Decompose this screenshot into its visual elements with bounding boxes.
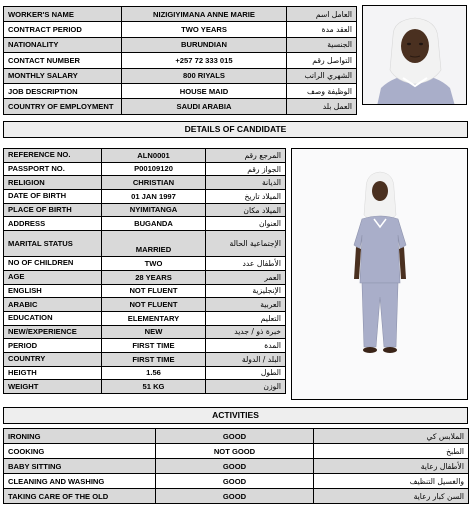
summary-value: TWO YEARS bbox=[122, 22, 287, 37]
details-row bbox=[4, 257, 286, 271]
summary-label: MONTHLY SALARY bbox=[4, 68, 122, 83]
activities-title: ACTIVITIES bbox=[3, 407, 468, 424]
summary-value: SAUDI ARABIA bbox=[122, 99, 287, 114]
summary-value: 800 RIYALS bbox=[122, 68, 287, 83]
details-value: FIRST TIME bbox=[102, 339, 206, 353]
details-label: WEIGHT bbox=[4, 380, 102, 394]
details-row bbox=[4, 380, 286, 394]
details-label-ar: خبرة ذو / جديد bbox=[206, 325, 286, 339]
details-label: HEIGTH bbox=[4, 366, 102, 380]
activity-value: GOOD bbox=[156, 429, 314, 444]
details-label: RELIGION bbox=[4, 176, 102, 190]
summary-label: CONTRACT PERIOD bbox=[4, 22, 122, 37]
activity-label: IRONING bbox=[4, 429, 156, 444]
details-label-ar: الأطفال عدد bbox=[206, 257, 286, 271]
details-label: NEW/EXPERIENCE bbox=[4, 325, 102, 339]
details-label: EDUCATION bbox=[4, 311, 102, 325]
activity-label: CLEANING AND WASHING bbox=[4, 474, 156, 489]
summary-row bbox=[4, 22, 357, 37]
details-label: ADDRESS bbox=[4, 217, 102, 231]
activity-label: COOKING bbox=[4, 444, 156, 459]
summary-row bbox=[4, 53, 357, 68]
details-value: MARRIED bbox=[102, 231, 206, 257]
summary-label-ar: الوظيفة وصف bbox=[287, 83, 357, 98]
activity-label-ar: الطبخ bbox=[314, 444, 469, 459]
details-label-ar: الإنجليزية bbox=[206, 284, 286, 298]
summary-row bbox=[4, 99, 357, 114]
details-value: NEW bbox=[102, 325, 206, 339]
summary-label: CONTACT NUMBER bbox=[4, 53, 122, 68]
summary-value: HOUSE MAID bbox=[122, 83, 287, 98]
details-label: COUNTRY bbox=[4, 352, 102, 366]
summary-label-ar: التواصل رقم bbox=[287, 53, 357, 68]
summary-label-ar: العمل بلد bbox=[287, 99, 357, 114]
activity-row bbox=[4, 474, 469, 489]
activity-value: GOOD bbox=[156, 459, 314, 474]
summary-row bbox=[4, 37, 357, 52]
summary-value: BURUNDIAN bbox=[122, 37, 287, 52]
details-row bbox=[4, 366, 286, 380]
details-label-ar: العربية bbox=[206, 298, 286, 312]
portrait-photo bbox=[362, 5, 467, 105]
details-label-ar: المدة bbox=[206, 339, 286, 353]
details-row bbox=[4, 270, 286, 284]
details-table bbox=[3, 148, 286, 394]
summary-value: +257 72 333 015 bbox=[122, 53, 287, 68]
details-label: PLACE OF BIRTH bbox=[4, 203, 102, 217]
activity-label: BABY SITTING bbox=[4, 459, 156, 474]
full-body-photo bbox=[291, 148, 468, 400]
activity-label-ar: الملابس كي bbox=[314, 429, 469, 444]
summary-value: NIZIGIYIMANA ANNE MARIE bbox=[122, 7, 287, 22]
details-label: PERIOD bbox=[4, 339, 102, 353]
activity-row bbox=[4, 489, 469, 504]
details-value: ELEMENTARY bbox=[102, 311, 206, 325]
details-label-ar: البلد / الدولة bbox=[206, 352, 286, 366]
details-row bbox=[4, 311, 286, 325]
summary-label: COUNTRY OF EMPLOYMENT bbox=[4, 99, 122, 114]
details-label: ARABIC bbox=[4, 298, 102, 312]
details-row bbox=[4, 217, 286, 231]
details-label-ar: الجواز رقم bbox=[206, 162, 286, 176]
details-value: 51 KG bbox=[102, 380, 206, 394]
details-label: REFERENCE NO. bbox=[4, 149, 102, 163]
details-label-ar: العمر bbox=[206, 270, 286, 284]
activity-value: NOT GOOD bbox=[156, 444, 314, 459]
details-row bbox=[4, 162, 286, 176]
summary-table bbox=[3, 6, 357, 115]
details-value: P00109120 bbox=[102, 162, 206, 176]
activity-value: GOOD bbox=[156, 489, 314, 504]
details-row bbox=[4, 203, 286, 217]
details-label-ar: الديانة bbox=[206, 176, 286, 190]
details-label: ENGLISH bbox=[4, 284, 102, 298]
summary-label: NATIONALITY bbox=[4, 37, 122, 52]
activity-row bbox=[4, 459, 469, 474]
details-label-ar: الميلاد مكان bbox=[206, 203, 286, 217]
summary-row bbox=[4, 83, 357, 98]
details-value: 01 JAN 1997 bbox=[102, 190, 206, 204]
details-row bbox=[4, 298, 286, 312]
summary-label-ar: العقد مدة bbox=[287, 22, 357, 37]
details-row bbox=[4, 284, 286, 298]
details-row bbox=[4, 149, 286, 163]
details-value: 28 YEARS bbox=[102, 270, 206, 284]
details-row bbox=[4, 176, 286, 190]
details-value: CHRISTIAN bbox=[102, 176, 206, 190]
details-label: AGE bbox=[4, 270, 102, 284]
details-label-ar: المرجع رقم bbox=[206, 149, 286, 163]
summary-label: WORKER'S NAME bbox=[4, 7, 122, 22]
details-label-ar: التعليم bbox=[206, 311, 286, 325]
details-title: DETAILS OF CANDIDATE bbox=[3, 121, 468, 138]
activity-label: TAKING CARE OF THE OLD bbox=[4, 489, 156, 504]
details-label-ar: العنوان bbox=[206, 217, 286, 231]
details-row bbox=[4, 190, 286, 204]
activity-label-ar: السن كبار رعاية bbox=[314, 489, 469, 504]
summary-label-ar: الشهري الراتب bbox=[287, 68, 357, 83]
summary-label-ar: العامل اسم bbox=[287, 7, 357, 22]
details-label: NO OF CHILDREN bbox=[4, 257, 102, 271]
details-value: 1.56 bbox=[102, 366, 206, 380]
details-label: MARITAL STATUS bbox=[4, 231, 102, 257]
details-row bbox=[4, 352, 286, 366]
activity-value: GOOD bbox=[156, 474, 314, 489]
details-label: PASSPORT NO. bbox=[4, 162, 102, 176]
details-label-ar: الطول bbox=[206, 366, 286, 380]
details-label-ar: الوزن bbox=[206, 380, 286, 394]
details-value: NOT FLUENT bbox=[102, 284, 206, 298]
details-label-ar: الإجتماعية الحالة bbox=[206, 231, 286, 257]
activity-label-ar: الأطفال رعاية bbox=[314, 459, 469, 474]
activity-row bbox=[4, 429, 469, 444]
details-row bbox=[4, 339, 286, 353]
details-label-ar: الميلاد تاريخ bbox=[206, 190, 286, 204]
details-value: NOT FLUENT bbox=[102, 298, 206, 312]
activity-label-ar: والغسيل التنظيف bbox=[314, 474, 469, 489]
details-row bbox=[4, 231, 286, 257]
details-value: ALN0001 bbox=[102, 149, 206, 163]
summary-row bbox=[4, 7, 357, 22]
summary-label-ar: الجنسية bbox=[287, 37, 357, 52]
activities-table bbox=[3, 428, 469, 504]
activity-row bbox=[4, 444, 469, 459]
details-value: FIRST TIME bbox=[102, 352, 206, 366]
details-value: NYIMITANGA bbox=[102, 203, 206, 217]
summary-row bbox=[4, 68, 357, 83]
details-value: BUGANDA bbox=[102, 217, 206, 231]
summary-label: JOB DESCRIPTION bbox=[4, 83, 122, 98]
details-label: DATE OF BIRTH bbox=[4, 190, 102, 204]
details-value: TWO bbox=[102, 257, 206, 271]
details-row bbox=[4, 325, 286, 339]
